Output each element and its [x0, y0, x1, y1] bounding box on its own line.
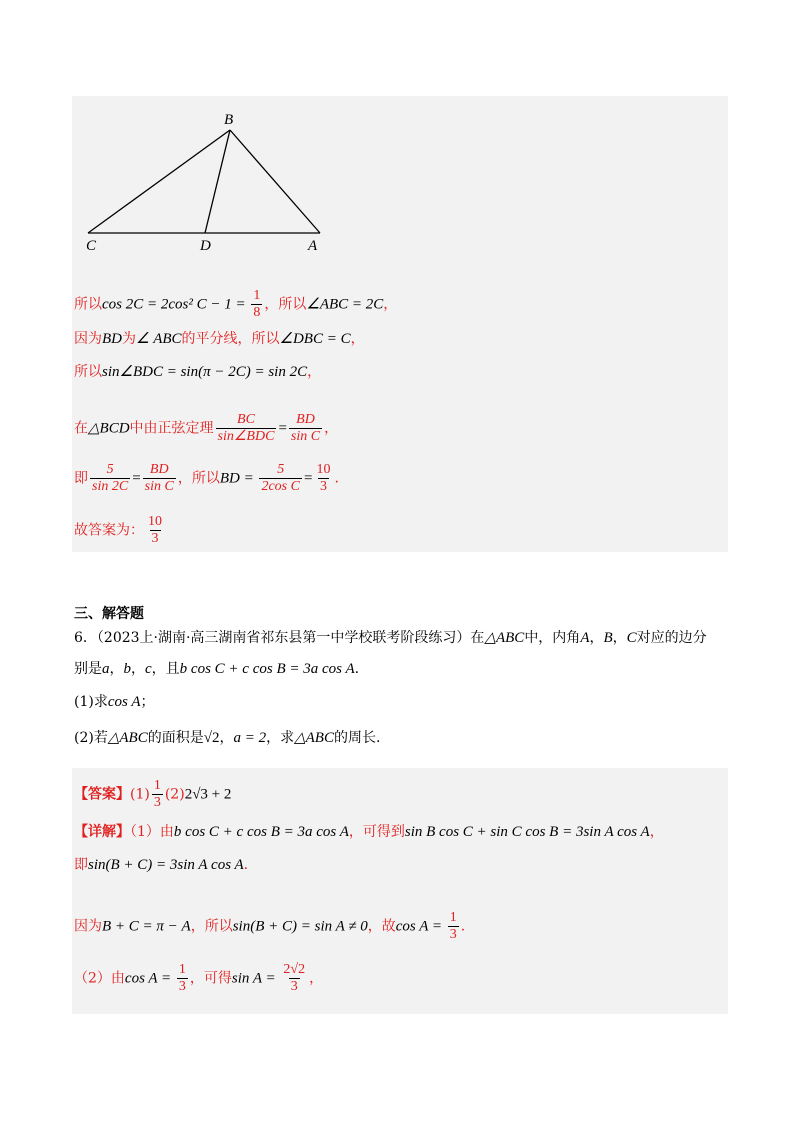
section-title: 三、解答题 [74, 606, 144, 622]
text: ，故 [367, 918, 396, 935]
math: A [580, 630, 590, 646]
detail-line-4 [74, 962, 323, 995]
label-B: B [224, 112, 234, 128]
math: C [626, 630, 637, 646]
text: ， [324, 420, 339, 437]
math: a [102, 661, 110, 677]
math: b cos C + c cos B = 3a cos A [179, 661, 355, 677]
text: 中，内角 [524, 630, 581, 646]
text: 在 [74, 420, 88, 437]
text: 即 [74, 857, 88, 873]
math: BD [102, 331, 122, 347]
math: 2√3 + 2 [184, 786, 232, 803]
answer-line [74, 778, 231, 811]
fraction: $\frac{1}{3}$ [449, 910, 457, 942]
math: sin(B + C) = sin A ≠ 0 [232, 918, 368, 935]
detail-tag: 【详解】 [74, 824, 130, 840]
text: ， [649, 824, 664, 840]
sol1-line-4 [74, 412, 338, 445]
text: ，所以 [264, 296, 307, 313]
label-C: C [86, 238, 97, 254]
math: = [132, 470, 141, 487]
text: 中由正弦定理 [129, 420, 214, 437]
math: ∠DBC = C [279, 331, 351, 347]
math: △ABC [294, 730, 334, 746]
text: （1）由 [130, 824, 174, 840]
math: a = 2 [233, 730, 267, 746]
sol1-line-6 [74, 514, 166, 547]
detail-line-2 [74, 855, 248, 875]
text: ， [589, 630, 604, 646]
text: (2)若 [74, 730, 108, 746]
text: 即 [74, 470, 88, 487]
fraction: $\frac{1}{3}$ [153, 778, 161, 810]
math: sin B cos C + sin C cos B = 3sin A cos A [404, 824, 650, 840]
text: 所以 [74, 364, 102, 380]
text: 的平分线，所以 [181, 331, 280, 347]
sol1-line-1 [74, 288, 397, 321]
math: △BCD [88, 420, 130, 437]
text: ，可得 [189, 970, 232, 987]
text: 因为 [74, 331, 102, 347]
text: 故答案为： [74, 522, 144, 539]
text: ； [140, 694, 155, 710]
math: ∠ABC = 2C [306, 296, 384, 313]
text: ， [307, 364, 322, 380]
fraction: $\frac{10}{3}$ [316, 462, 331, 494]
math: △ABC [107, 730, 148, 746]
fraction: $\frac{10}{3}$ [148, 514, 162, 546]
text: ， [131, 661, 145, 677]
text: ，所以 [190, 918, 233, 935]
fraction: $\frac{BD}{\text{sin C}}$ [290, 412, 321, 444]
math: = [303, 470, 313, 487]
problem-line-1 [74, 628, 707, 648]
math: cos A = [395, 918, 446, 935]
math: √2 [203, 730, 220, 746]
math: c [145, 661, 152, 677]
text: 对应的边分 [636, 630, 707, 646]
detail-line-3 [74, 910, 465, 943]
text: . [243, 857, 249, 873]
text: . [460, 918, 466, 935]
text: 6．（2023上·湖南·高三湖南省祁东县第一中学校联考阶段练习）在 [74, 630, 485, 646]
text: ， [309, 970, 324, 987]
answer-tag: 【答案】 [74, 786, 130, 803]
text: ， [350, 331, 365, 347]
label-A: A [308, 238, 318, 254]
math: b [123, 661, 131, 677]
problem-line-2 [74, 659, 359, 679]
text: . [354, 661, 360, 677]
fraction: $\frac{5}{\sin 2C}$ [92, 462, 129, 494]
fraction: $\frac{2√2}{3}$ [283, 962, 306, 994]
text: ，可得到 [348, 824, 405, 840]
math: cos A [107, 694, 141, 710]
math: = [278, 420, 287, 437]
problem-line-4 [74, 728, 380, 748]
text: (2) [164, 786, 185, 803]
text: ，求 [266, 730, 295, 746]
math: sin(B + C) = 3sin A cos A [88, 857, 244, 873]
text: （2）由 [74, 970, 125, 987]
text: (1)求 [74, 694, 108, 710]
text: ， [383, 296, 398, 313]
fraction: $\frac{BD}{\text{sin C}}$ [144, 462, 174, 494]
fraction: $\frac{1}{8}$ [253, 288, 261, 320]
math: sin A = [231, 970, 280, 987]
detail-line-1 [74, 822, 664, 842]
fraction: $\frac{BC}{\text{sin∠BDC}}$ [217, 412, 275, 444]
text: 别是 [74, 661, 102, 677]
text: 因为 [74, 918, 102, 935]
fraction: $\frac{5}{\text{2cos C}}$ [261, 462, 300, 494]
math: △ABC [484, 630, 525, 646]
math: BD = [219, 470, 258, 487]
math: cos A = [124, 970, 175, 987]
math: B [603, 630, 613, 646]
text: ，且 [151, 661, 180, 677]
text: . [334, 470, 339, 487]
text: 的面积是 [147, 730, 204, 746]
text: (1) [130, 786, 150, 803]
text: 的周长. [333, 730, 381, 746]
text: ，所以 [177, 470, 220, 487]
sol1-line-5 [74, 462, 339, 495]
math: B + C = π − A [102, 918, 191, 935]
text: 所以 [74, 296, 102, 313]
math: cos 2C = 2cos² C − 1 = [102, 296, 250, 313]
sol1-line-2 [74, 329, 365, 349]
triangle-figure [72, 100, 372, 260]
math: sin∠BDC = sin(π − 2C) = sin 2C [102, 364, 308, 380]
text: ， [612, 630, 627, 646]
problem-line-3 [74, 692, 154, 712]
text: ， [109, 661, 124, 677]
side-BA [230, 130, 320, 233]
text: 为 [122, 331, 136, 347]
math: ∠ ABC [136, 331, 182, 347]
label-D: D [200, 238, 211, 254]
fraction: $\frac{1}{3}$ [178, 962, 186, 994]
text: ， [219, 730, 234, 746]
math: b cos C + c cos B = 3a cos A [173, 824, 349, 840]
sol1-line-3 [74, 362, 321, 382]
